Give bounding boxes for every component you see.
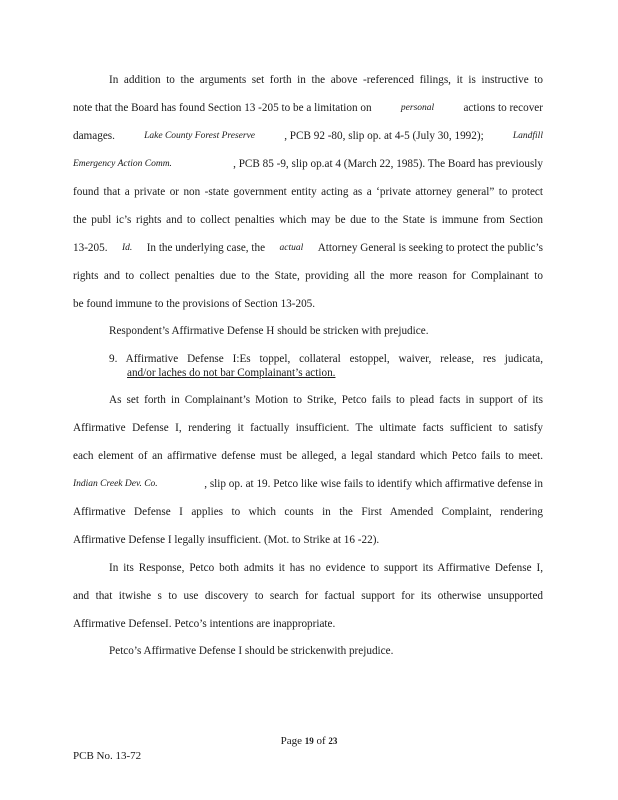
italic-citation: actual: [279, 243, 304, 253]
italic-citation: Id.: [121, 243, 133, 253]
text-line: [73, 477, 543, 491]
heading-text: 9. Affirmative Defense I:Es toppel, collateral estoppel, waiver, release, res judicata,: [109, 353, 543, 365]
text-line: [73, 589, 543, 603]
text-line: [73, 533, 543, 547]
text-line: [109, 561, 543, 575]
text-run: , PCB 92 -80, slip op. at 4-5 (July 30, 1992);: [284, 130, 484, 142]
text-line: [73, 129, 543, 143]
text-run: Affirmative Defense I applies to which counts in the First Amended Complaint, rendering: [73, 506, 543, 518]
text-run: note that the Board has found Section 13 -205 to be a limitation on: [73, 102, 372, 114]
text-line: [73, 101, 543, 115]
text-run: Affirmative Defense I, rendering it factually insufficient. The ultimate facts sufficient to satisfy: [73, 422, 543, 434]
text-run: 13-205.: [73, 242, 108, 254]
text-run: each element of an affirmative defense must be alleged, a legal standard which Petco fails to meet.: [73, 450, 543, 462]
text-line: [109, 393, 543, 407]
text-line: [73, 421, 543, 435]
text-run: and that itwishe s to use discovery to search for factual support for its otherwise unsupported: [73, 590, 543, 602]
italic-citation: personal: [400, 103, 435, 113]
text-run: damages.: [73, 130, 115, 142]
paragraph-text: Petco’s Affirmative Defense I should be strickenwith prejudice.: [109, 645, 394, 657]
paragraph-text: Respondent’s Affirmative Defense H should be stricken with prejudice.: [109, 325, 429, 337]
text-line: [73, 157, 543, 171]
section-heading-9: [109, 352, 543, 366]
text-line: [73, 269, 543, 283]
section-heading-9-line2: [127, 366, 341, 380]
text-line: [73, 297, 543, 311]
text-run: In addition to the arguments set forth in the above -referenced filings, it is instructive to: [109, 74, 543, 86]
italic-citation: Lake County Forest Preserve: [144, 131, 256, 141]
text-run: actions to recover: [463, 102, 543, 114]
italic-citation: Emergency Action Comm.: [73, 159, 172, 169]
text-run: Affirmative DefenseI. Petco’s intentions are inappropriate.: [73, 618, 336, 630]
text-line: [73, 617, 543, 631]
page-number: Page 19 of 23: [280, 735, 338, 747]
text-run: found that a private or non -state government entity acting as a ‘private attorney general” to protect: [73, 186, 543, 198]
italic-citation: Indian Creek Dev. Co.: [73, 479, 158, 489]
paragraph-defense-h-conclusion: [109, 324, 543, 338]
text-run: rights and to collect penalties due to the State, providing all the more reason for Complainant to: [73, 270, 543, 282]
text-run: As set forth in Complainant’s Motion to Strike, Petco fails to plead facts in support of its: [109, 394, 543, 406]
text-run: Affirmative Defense I legally insufficient. (Mot. to Strike at 16 -22).: [73, 534, 380, 546]
text-line: [73, 505, 543, 519]
text-line: [73, 213, 543, 227]
case-number: PCB No. 13-72: [73, 750, 142, 762]
text-line: [109, 73, 543, 87]
text-run: , PCB 85 -9, slip op.at 4 (March 22, 1985). The Board has previously: [233, 158, 543, 170]
heading-text: and/or laches do not bar Complainant’s action.: [127, 367, 336, 379]
text-run: be found immune to the provisions of Section 13-205.: [73, 298, 316, 310]
text-line: [73, 449, 543, 463]
text-line: [73, 241, 543, 255]
text-run: , slip op. at 19. Petco like wise fails to identify which affirmative defense in: [204, 478, 543, 490]
text-run: In its Response, Petco both admits it has no evidence to support its Affirmative Defense I,: [109, 562, 543, 574]
text-run: the publ ic’s rights and to collect penalties which may be due to the State is immune from Section: [73, 214, 543, 226]
text-line: [73, 185, 543, 199]
italic-citation: Landfill: [512, 131, 543, 141]
text-run: In the underlying case, the: [146, 242, 266, 254]
text-run: Attorney General is seeking to protect the public’s: [317, 242, 543, 254]
paragraph-defense-i-conclusion: [109, 644, 543, 658]
